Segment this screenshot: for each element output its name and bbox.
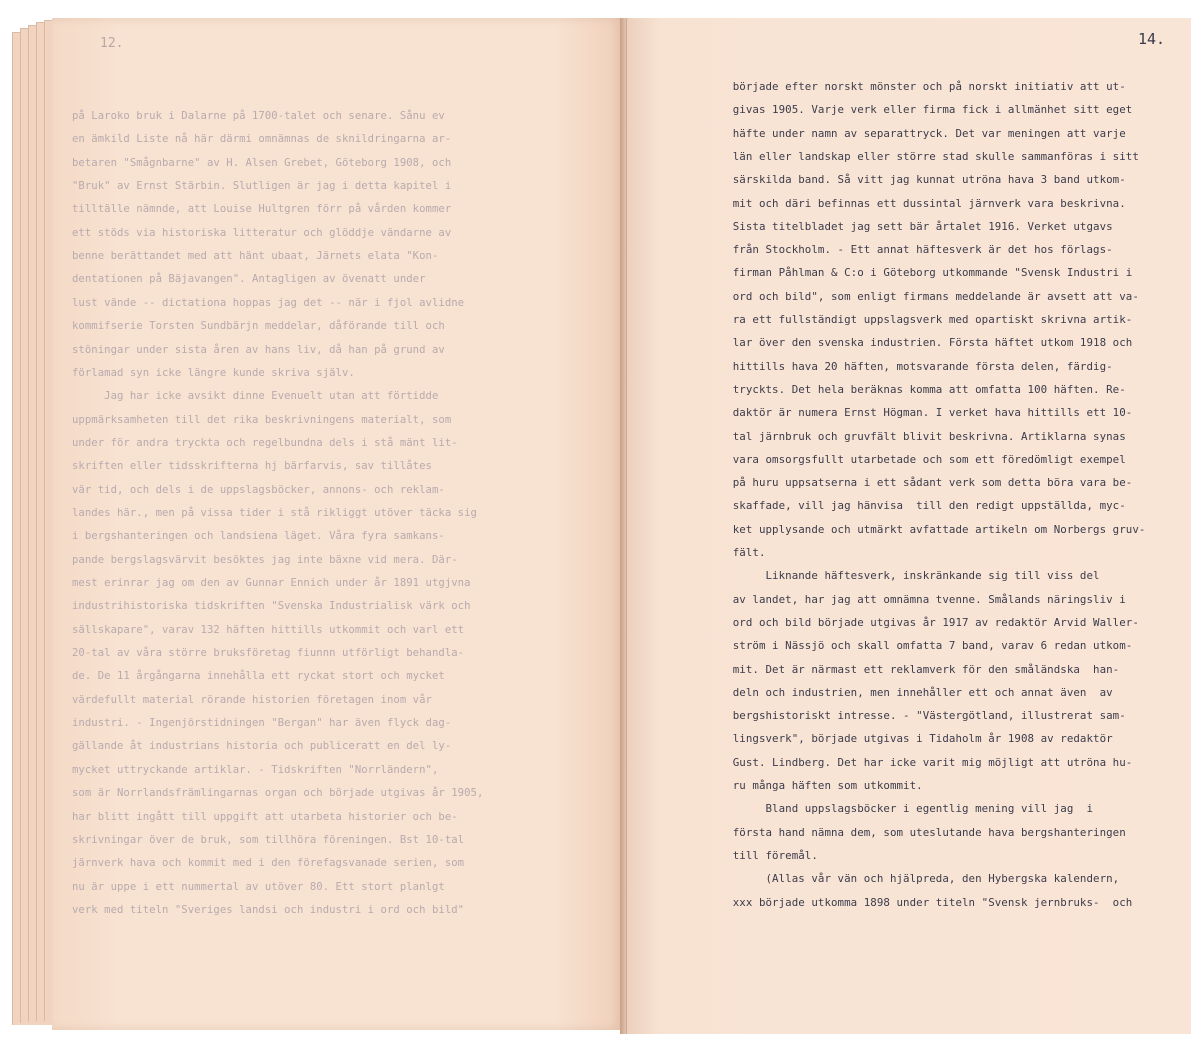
text-line: lust vände -- dictationa hoppas jag det -- när i fjol avlidne xyxy=(72,296,465,309)
text-line: landes här., men på vissa tider i stå rikliggt utöver täcka sig xyxy=(72,506,477,519)
text-line: från Stockholm. - Ett annat häftesverk är det hos förlags- xyxy=(700,243,1113,257)
text-line: under för andra tryckta och regelbundna dels i stå mänt lit- xyxy=(72,436,458,449)
text-line: skaffade, vill jag hänvisa till den redigt uppställda, myc- xyxy=(700,499,1126,513)
text-line: uppmärksamheten till det rika beskrivningens materialt, som xyxy=(72,413,452,426)
text-line: järnverk hava och kommit med i den förefagsvanade serien, som xyxy=(72,857,465,870)
left-page xyxy=(52,18,624,1030)
text-line: lar över den svenska industrien. Första häftet utkom 1918 och xyxy=(700,336,1133,350)
text-line: 20-tal av våra större bruksföretag fiunnn utförligt behandla- xyxy=(72,647,465,660)
text-line: av landet, har jag att omnämna tvenne. Smålands näringsliv i xyxy=(700,592,1126,606)
text-line: "Bruk" av Ernst Stärbin. Slutligen är jag i detta kapitel i xyxy=(72,180,452,193)
text-line: län eller landskap eller större stad skulle sammanföras i sitt xyxy=(700,149,1139,163)
text-line: Bland uppslagsböcker i egentlig mening vill jag i xyxy=(700,802,1094,816)
text-line: Liknande häftesverk, inskränkande sig till viss del xyxy=(700,569,1100,583)
text-line: benne berättandet med att hänt ubaat, Järnets elata "Kon- xyxy=(72,250,439,263)
text-line: till föremål. xyxy=(700,848,818,862)
text-line: daktör är numera Ernst Högman. I verket hava hittills ett 10- xyxy=(700,406,1133,420)
text-line: mit och däri befinnas ett dussintal järnverk vara beskrivna. xyxy=(700,196,1126,210)
text-line: skrivningar över de bruk, som tillhöra föreningen. Bst 10-tal xyxy=(72,833,465,846)
text-line: de. De 11 årgångarna innehålla ett ryckat stort och mycket xyxy=(72,670,445,683)
text-line: skriften eller tidsskrifterna hj bärfarvis, sav tillåtes xyxy=(72,460,432,473)
text-line: Jag har icke avsikt dinne Evenuelt utan att förtidde xyxy=(72,390,439,403)
text-line: särskilda band. Så vitt jag kunnat utröna hava 3 band utkom- xyxy=(700,173,1126,187)
text-line: ström i Nässjö och skall omfatta 7 band, varav 6 redan utkom- xyxy=(700,639,1133,653)
text-line: pande bergslagsvärvit besöktes jag inte bäxne vid mera. Där- xyxy=(72,553,458,566)
text-line: hittills hava 20 häften, motsvarande första delen, färdig- xyxy=(700,359,1113,373)
text-line: ord och bild", som enligt firmans meddelande är avsett att va- xyxy=(700,289,1139,303)
text-line: mit. Det är närmast ett reklamverk för den småländska han- xyxy=(700,662,1120,676)
text-line: på huru uppsatserna i ett sådant verk som detta böra vara be- xyxy=(700,476,1133,490)
text-line: har blitt ingått till uppgift att utarbeta historier och be- xyxy=(72,810,458,823)
text-line: sällskapare", varav 132 häften hittills utkommit och varl ett xyxy=(72,623,465,636)
text-line: deln och industrien, men innehåller ett och annat även av xyxy=(700,685,1113,699)
text-line: förlamad syn icke längre kunde skriva själv. xyxy=(72,366,355,379)
text-line: Gust. Lindberg. Det har icke varit mig möjligt att utröna hu- xyxy=(700,755,1133,769)
text-line: på Laroko bruk i Dalarne på 1700-talet och senare. Sånu ev xyxy=(72,110,445,122)
text-line: tryckts. Det hela beräknas komma att omfatta 100 häften. Re- xyxy=(700,382,1126,396)
text-line: verk med titeln "Sveriges landsi och industri i ord och bild" xyxy=(72,903,465,916)
text-line: värdefullt material rörande historien företagen inom vår xyxy=(72,693,432,706)
text-line: ket upplysande och utmärkt avfattade artikeln om Norbergs gruv- xyxy=(700,522,1146,536)
right-page-number: 14. xyxy=(1138,30,1166,48)
text-line: fält. xyxy=(700,546,766,559)
left-page-number: 12. xyxy=(100,36,124,51)
text-line: stöningar under sista åren av hans liv, då han på grund av xyxy=(72,343,445,356)
text-line: Sista titelbladet jag sett bär årtalet 1916. Verket utgavs xyxy=(700,219,1113,233)
text-line: ra ett fullständigt uppslagsverk med opartiskt skrivna artik- xyxy=(700,313,1133,326)
text-line: tal järnbruk och gruvfält blivit beskrivna. Artiklarna synas xyxy=(700,429,1126,443)
text-line: industri. - Ingenjörstidningen "Bergan" har även flyck dag- xyxy=(72,717,452,730)
text-line: ru många häften som utkommit. xyxy=(700,779,923,792)
text-line: började efter norskt mönster och på norskt initiativ att ut- xyxy=(700,80,1126,93)
text-line: vär tid, och dels i de uppslagsböcker, annons- och reklam- xyxy=(72,483,445,496)
text-line: mest erinrar jag om den av Gunnar Ennich under år 1891 utgjvna xyxy=(72,577,471,589)
text-line: ett stöds via historiska litteratur och glöddje vändarne av xyxy=(72,226,452,239)
text-line: mycket uttryckande artiklar. - Tidskriften "Norrländern", xyxy=(72,763,439,776)
text-line: kommifserie Torsten Sundbärjn meddelar, dåförande till och xyxy=(72,320,445,333)
text-line: gällande åt industrians historia och publiceratt en del ly- xyxy=(72,740,452,753)
text-line: nu är uppe i ett nummertal av utöver 80. Ett stort planlgt xyxy=(72,880,445,893)
text-line: industrihistoriska tidskriften "Svenska Industrialisk värk och xyxy=(72,600,471,613)
text-line: tilltälle nämnde, att Louise Hultgren förr på vården kommer xyxy=(72,203,452,216)
text-line: xxx började utkomma 1898 under titeln "Svensk jernbruks- och xyxy=(700,895,1133,909)
text-line: första hand nämna dem, som uteslutande hava bergshanteringen xyxy=(700,825,1126,839)
text-line: vara omsorgsfullt utarbetade och som ett föredömligt exempel xyxy=(700,452,1126,466)
text-line: givas 1905. Varje verk eller firma fick i allmänhet sitt eget xyxy=(700,103,1133,117)
text-line: lingsverk", började utgivas i Tidaholm år 1908 av redaktör xyxy=(700,732,1113,746)
text-line: betaren "Smågnbarne" av H. Alsen Grebet, Göteborg 1908, och xyxy=(72,156,452,169)
text-line: som är Norrlandsfrämlingarnas organ och började utgivas år 1905, xyxy=(72,787,484,800)
text-line: ord och bild började utgivas år 1917 av redaktör Arvid Waller- xyxy=(700,615,1139,629)
text-line: en ämkild Liste nå här därmi omnämnas de sknildringarna ar- xyxy=(72,133,452,146)
text-line: bergshistoriskt intresse. - "Västergötland, illustrerat sam- xyxy=(700,709,1126,723)
text-line: (Allas vår vän och hjälpreda, den Hybergska kalendern, xyxy=(700,872,1120,886)
text-line: häfte under namn av separattryck. Det var meningen att varje xyxy=(700,126,1126,140)
text-line: firman Påhlman & C:o i Göteborg utkommande "Svensk Industri i xyxy=(700,266,1133,280)
text-line: i bergshanteringen och landsiena läget. Våra fyra samkans- xyxy=(72,530,445,543)
text-line: dentationen på Bäjavangen". Antagligen av övenatt under xyxy=(72,273,426,286)
